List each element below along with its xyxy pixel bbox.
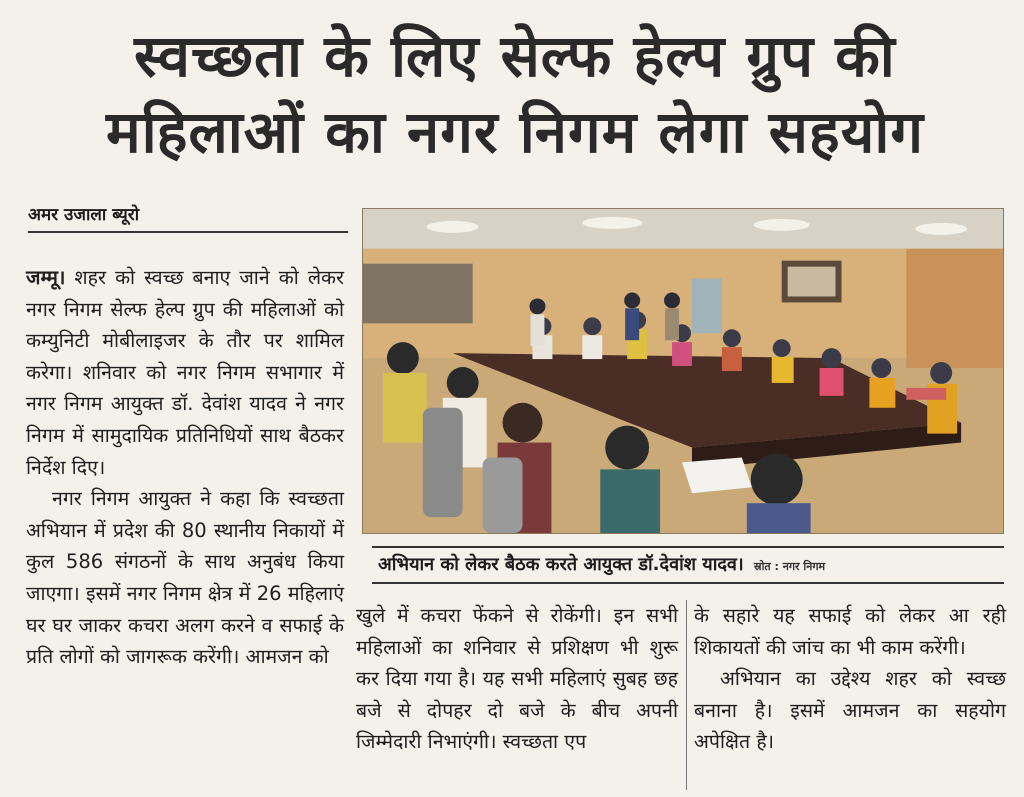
headline-line-2: महिलाओं का नगर निगम लेगा सहयोग <box>105 98 925 166</box>
photo-credit: स्रोत : नगर निगम <box>754 560 826 573</box>
paragraph-1-text: शहर को स्वच्छ बनाए जाने को लेकर नगर निगम सेल्फ हेल्प ग्रुप की महिलाओं को कम्युनिटी मोबीलाइजर के तौर पर शामिल करेगा। शनिवार को नगर निगम सभागार में नगर निगम आयुक्त डॉ. देवांश यादव ने नगर निगम में सामुदायिक प्रतिनिधियों साथ बैठकर निर्देश दिए। <box>26 266 344 479</box>
article-column-3 <box>694 600 1006 758</box>
byline: अमर उजाला ब्यूरो <box>28 202 348 233</box>
article-paragraph-2: नगर निगम आयुक्त ने कहा कि स्वच्छता अभियान में प्रदेश की 80 स्थानीय निकायों में कुल 586 संगठनों के साथ अनुबंध किया जाएगा। इसमें नगर निगम क्षेत्र में 26 महिलाएं घर घर जाकर कचरा अलग करने व सफाई के प्रति लोगों को जागरूक करेंगी। आमजन को <box>26 487 344 669</box>
article-column-1 <box>26 262 344 673</box>
article-paragraph-4: के सहारे यह सफाई को लेकर आ रही शिकायतों की जांच का भी काम करेंगी। <box>694 604 1006 659</box>
column-divider <box>686 600 687 790</box>
photo-caption <box>372 546 1004 584</box>
meeting-photo <box>362 208 1004 534</box>
headline <box>30 18 1000 170</box>
article-paragraph-3: खुले में कचरा फेंकने से रोकेंगी। इन सभी महिलाओं का शनिवार से प्रशिक्षण भी शुरू कर दिया गया है। यह सभी महिलाएं सुबह छह बजे से दोपहर दो बजे के बीच अपनी जिम्मेदारी निभाएंगी। स्वच्छता एप <box>356 604 678 754</box>
article-column-2 <box>356 600 678 758</box>
article-paragraph-1 <box>26 262 344 483</box>
dateline: जम्मू। <box>26 266 66 289</box>
headline-line-1: स्वच्छता के लिए सेल्फ हेल्प ग्रुप की <box>134 22 896 90</box>
article-paragraph-5: अभियान का उद्देश्य शहर को स्वच्छ बनाना है। इसमें आमजन का सहयोग अपेक्षित है। <box>694 667 1006 754</box>
meeting-photo-illustration <box>363 209 1003 533</box>
photo-caption-text: अभियान को लेकर बैठक करते आयुक्त डॉ.देवांश यादव। <box>378 554 744 575</box>
